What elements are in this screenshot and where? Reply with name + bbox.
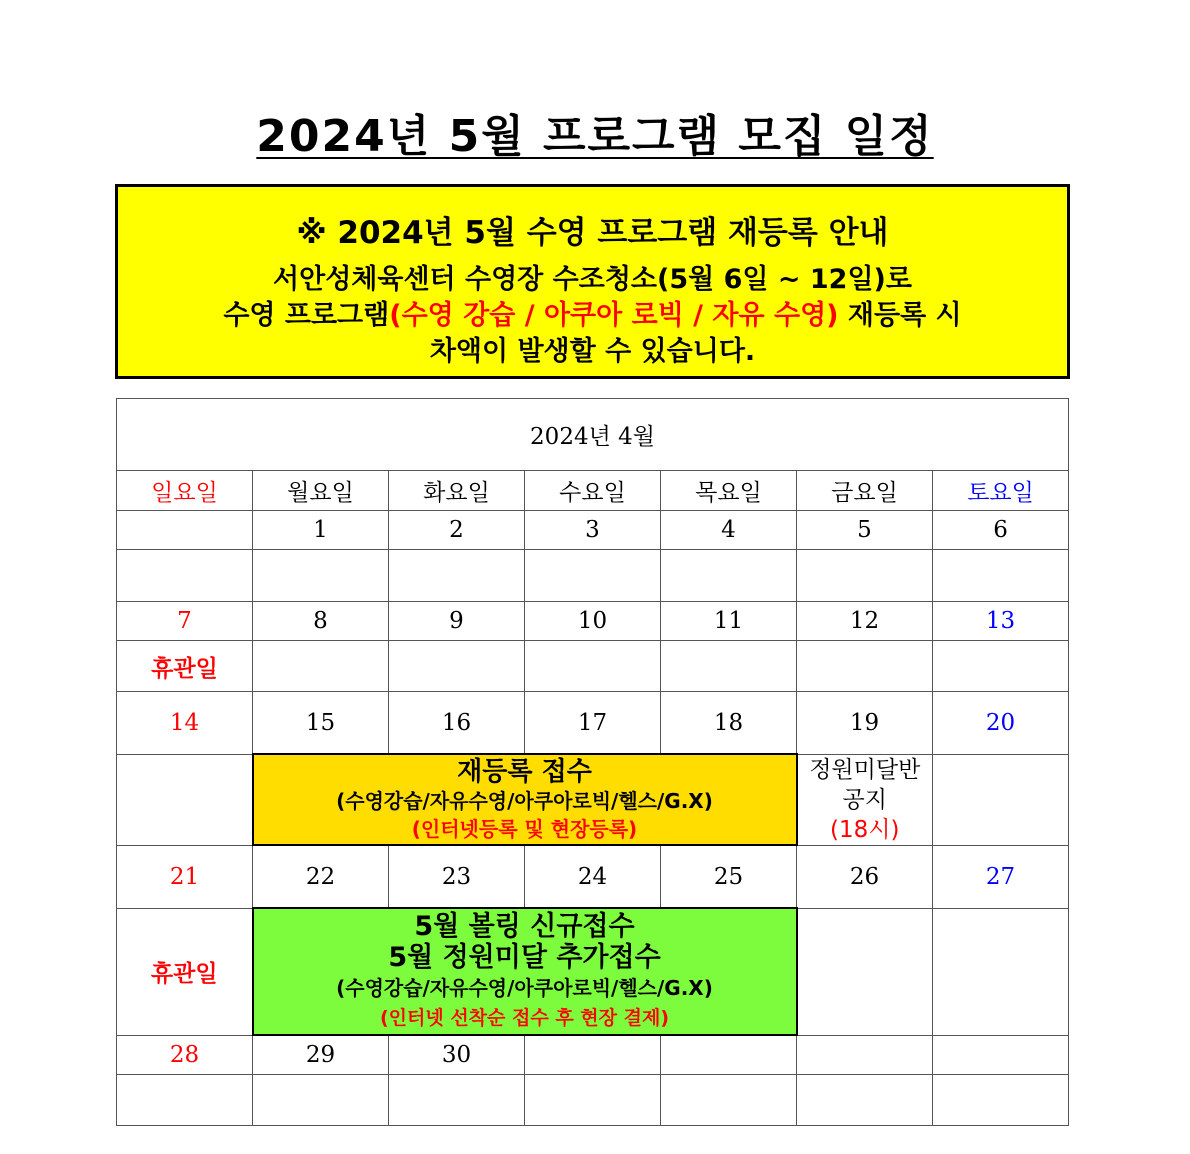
- date-cell: 1: [253, 511, 389, 550]
- event-cell: [933, 1075, 1069, 1126]
- notice-line-2-suffix: 재등록 시: [838, 300, 962, 331]
- date-cell: 25: [661, 845, 797, 908]
- weekday-friday: 금요일: [797, 471, 933, 511]
- event-cell: [117, 754, 253, 845]
- new-registration-method: (인터넷 선착순 접수 후 현장 결제): [379, 1006, 670, 1029]
- weekday-saturday: 토요일: [933, 471, 1069, 511]
- event-cell: [389, 1075, 525, 1126]
- date-cell: 10: [525, 602, 661, 641]
- notice-line-1: 서안성체육센터 수영장 수조청소(5월 6일 ~ 12일)로: [273, 264, 912, 295]
- weekday-thursday: 목요일: [661, 471, 797, 511]
- event-cell: [525, 550, 661, 602]
- page-title: 2024년 5월 프로그램 모집 일정: [256, 111, 934, 162]
- notice-line-3: 차액이 발생할 수 있습니다.: [429, 336, 756, 367]
- calendar-title: 2024년 4월: [117, 399, 1069, 471]
- event-cell: [525, 641, 661, 692]
- closed-day-label: 휴관일: [117, 908, 253, 1035]
- event-cell: [797, 550, 933, 602]
- weekday-tuesday: 화요일: [389, 471, 525, 511]
- new-registration-line-2: 5월 정원미달 추가접수: [388, 941, 661, 973]
- event-cell: [661, 550, 797, 602]
- date-cell: 8: [253, 602, 389, 641]
- event-cell: [797, 641, 933, 692]
- date-cell: 30: [389, 1035, 525, 1075]
- date-cell: 4: [661, 511, 797, 550]
- date-cell: 11: [661, 602, 797, 641]
- weekday-monday: 월요일: [253, 471, 389, 511]
- closed-day-label: 휴관일: [117, 641, 253, 692]
- notice-heading: ※ 2024년 5월 수영 프로그램 재등록 안내: [296, 215, 889, 251]
- re-registration-box: [253, 754, 797, 845]
- under-quota-time: (18시): [830, 816, 900, 843]
- new-registration-line-1: 5월 볼링 신규접수: [414, 910, 635, 942]
- date-cell: 3: [525, 511, 661, 550]
- event-cell: [933, 550, 1069, 602]
- date-cell: [933, 1035, 1069, 1075]
- under-quota-notice: [797, 754, 933, 845]
- notice-programs-highlight: (수영 강습 / 아쿠아 로빅 / 자유 수영): [389, 300, 839, 331]
- date-cell: 18: [661, 692, 797, 755]
- date-cell: 5: [797, 511, 933, 550]
- event-cell: [933, 754, 1069, 845]
- event-cell: [117, 550, 253, 602]
- date-cell: 27: [933, 845, 1069, 908]
- date-cell: [661, 1035, 797, 1075]
- date-cell: 14: [117, 692, 253, 755]
- weekday-sunday: 일요일: [117, 471, 253, 511]
- re-registration-programs: (수영강습/자유수영/아쿠아로빅/헬스/G.X): [336, 788, 713, 813]
- new-registration-programs: (수영강습/자유수영/아쿠아로빅/헬스/G.X): [336, 975, 713, 1000]
- date-cell: 12: [797, 602, 933, 641]
- event-cell: [117, 1075, 253, 1126]
- date-cell: 16: [389, 692, 525, 755]
- under-quota-line-1: 정원미달반: [809, 756, 921, 783]
- weekday-wednesday: 수요일: [525, 471, 661, 511]
- event-cell: [797, 908, 933, 1035]
- notice-line-2-prefix: 수영 프로그램: [223, 300, 390, 331]
- event-cell: [933, 908, 1069, 1035]
- event-cell: [661, 1075, 797, 1126]
- date-cell: 22: [253, 845, 389, 908]
- date-cell: [525, 1035, 661, 1075]
- date-cell: 6: [933, 511, 1069, 550]
- date-cell: 23: [389, 845, 525, 908]
- date-cell: 24: [525, 845, 661, 908]
- date-cell: [117, 511, 253, 550]
- date-cell: [797, 1035, 933, 1075]
- event-cell: [797, 1075, 933, 1126]
- re-registration-title: 재등록 접수: [457, 756, 592, 787]
- date-cell: 26: [797, 845, 933, 908]
- date-cell: 21: [117, 845, 253, 908]
- date-cell: 19: [797, 692, 933, 755]
- event-cell: [933, 641, 1069, 692]
- date-cell: 20: [933, 692, 1069, 755]
- event-cell: [389, 550, 525, 602]
- under-quota-line-2: 공지: [842, 786, 887, 813]
- new-registration-box: [253, 908, 797, 1035]
- notice-line-2: [118, 298, 1067, 334]
- date-cell: 9: [389, 602, 525, 641]
- event-cell: [661, 641, 797, 692]
- event-cell: [253, 550, 389, 602]
- date-cell: 15: [253, 692, 389, 755]
- date-cell: 7: [117, 602, 253, 641]
- event-cell: [253, 1075, 389, 1126]
- date-cell: 28: [117, 1035, 253, 1075]
- event-cell: [253, 641, 389, 692]
- date-cell: 13: [933, 602, 1069, 641]
- event-cell: [525, 1075, 661, 1126]
- notice-box: [115, 184, 1070, 379]
- event-cell: [389, 641, 525, 692]
- date-cell: 17: [525, 692, 661, 755]
- date-cell: 2: [389, 511, 525, 550]
- re-registration-method: (인터넷등록 및 현장등록): [411, 816, 638, 841]
- date-cell: 29: [253, 1035, 389, 1075]
- calendar-table: [116, 398, 1069, 1126]
